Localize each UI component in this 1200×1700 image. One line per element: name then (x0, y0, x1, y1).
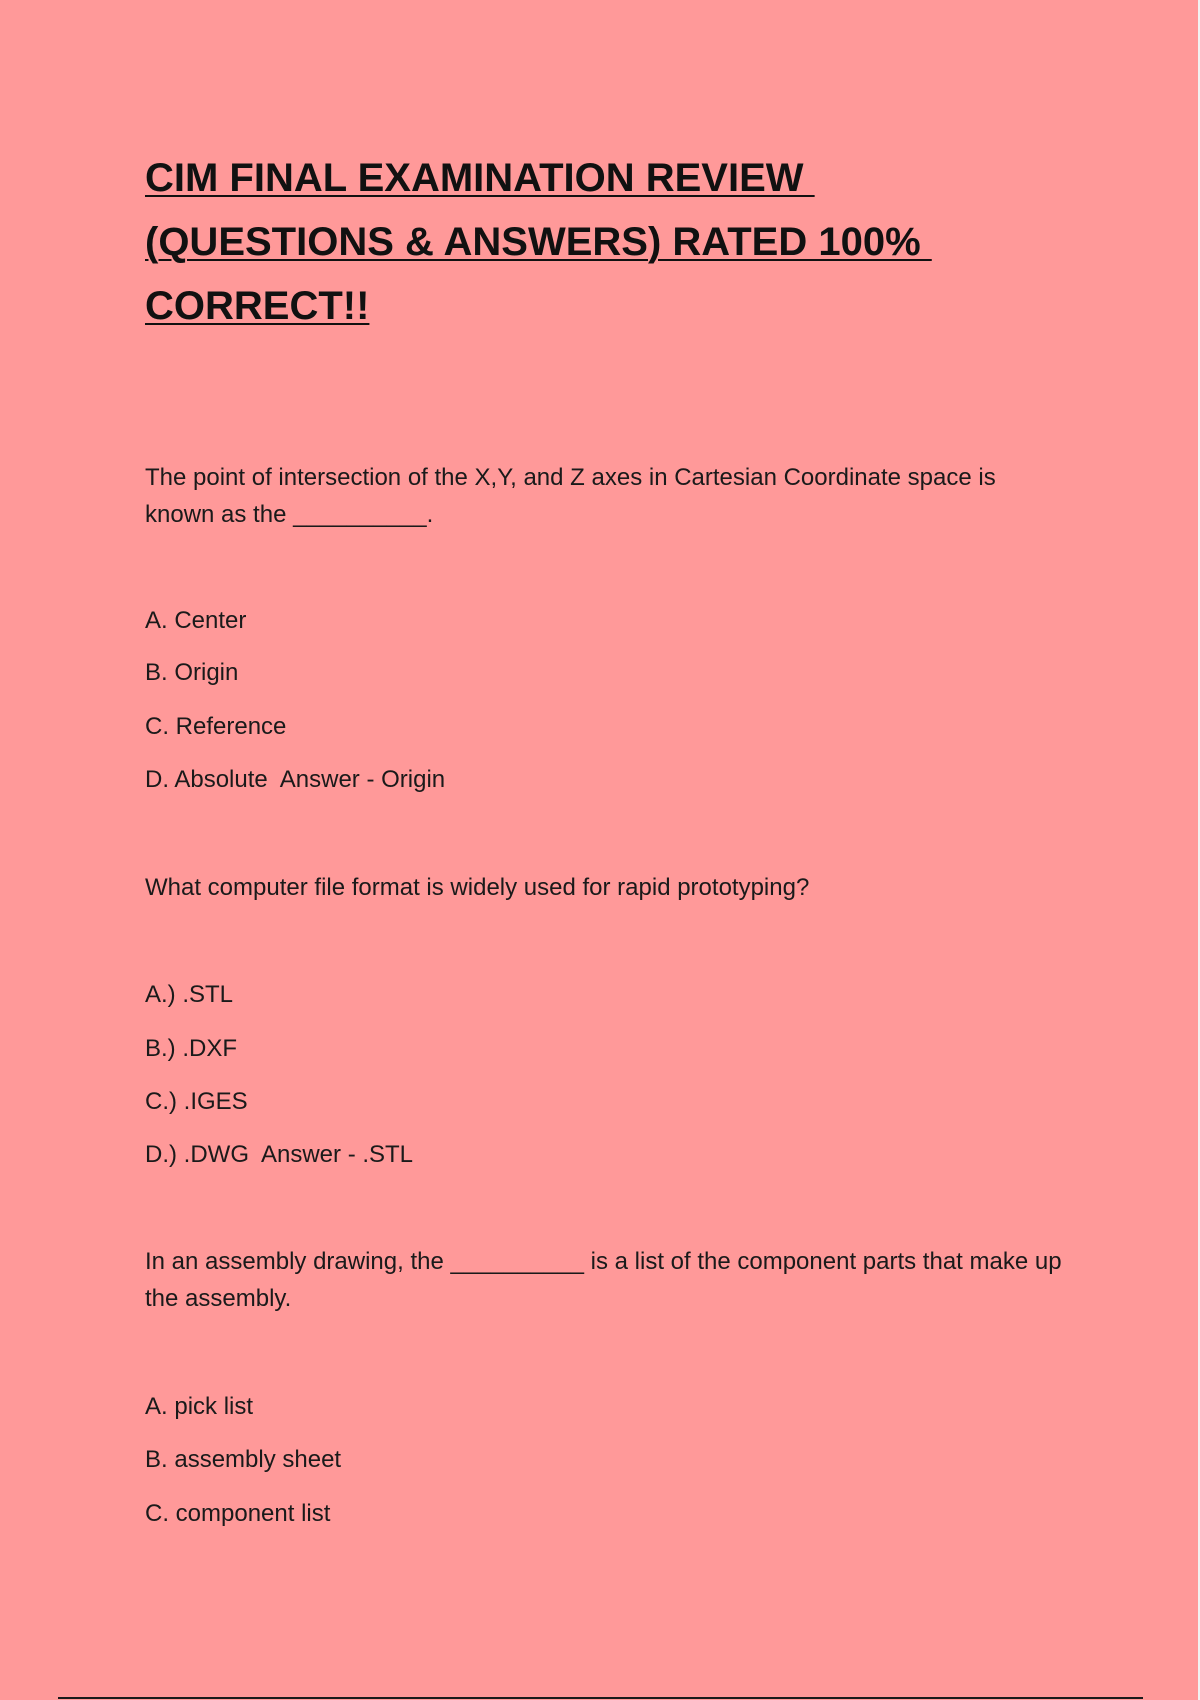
title-line-1: CIM FINAL EXAMINATION REVIEW (145, 156, 815, 200)
question-2-option-a: A.) .STL (145, 981, 234, 1008)
title-line-3: CORRECT!! (145, 284, 370, 328)
question-3-text: In an assembly drawing, the __________ is a list of the component parts that make up the assembly. (145, 1248, 1062, 1312)
question-3-option-a: A. pick list (145, 1393, 254, 1420)
question-2-option-b: B.) .DXF (145, 1035, 238, 1062)
question-2-text: What computer file format is widely used for rapid prototyping? (145, 874, 810, 901)
question-2-option-d-answer: D.) .DWG Answer - .STL (145, 1141, 414, 1168)
question-1-text: The point of intersection of the X,Y, and Z axes in Cartesian Coordinate space is known as the __________. (145, 464, 996, 528)
question-1-option-a: A. Center (145, 607, 247, 634)
title-line-2: (QUESTIONS & ANSWERS) RATED 100% (145, 220, 932, 264)
question-1-option-b: B. Origin (145, 659, 239, 686)
question-2-option-c: C.) .IGES (145, 1088, 248, 1115)
question-3-option-b: B. assembly sheet (145, 1446, 342, 1473)
question-1-option-c: C. Reference (145, 713, 287, 740)
document-title (145, 146, 1065, 338)
question-3-option-c: C. component list (145, 1500, 331, 1527)
page-bottom-rule (58, 1697, 1143, 1699)
question-1-option-d-answer: D. Absolute Answer - Origin (145, 766, 446, 793)
